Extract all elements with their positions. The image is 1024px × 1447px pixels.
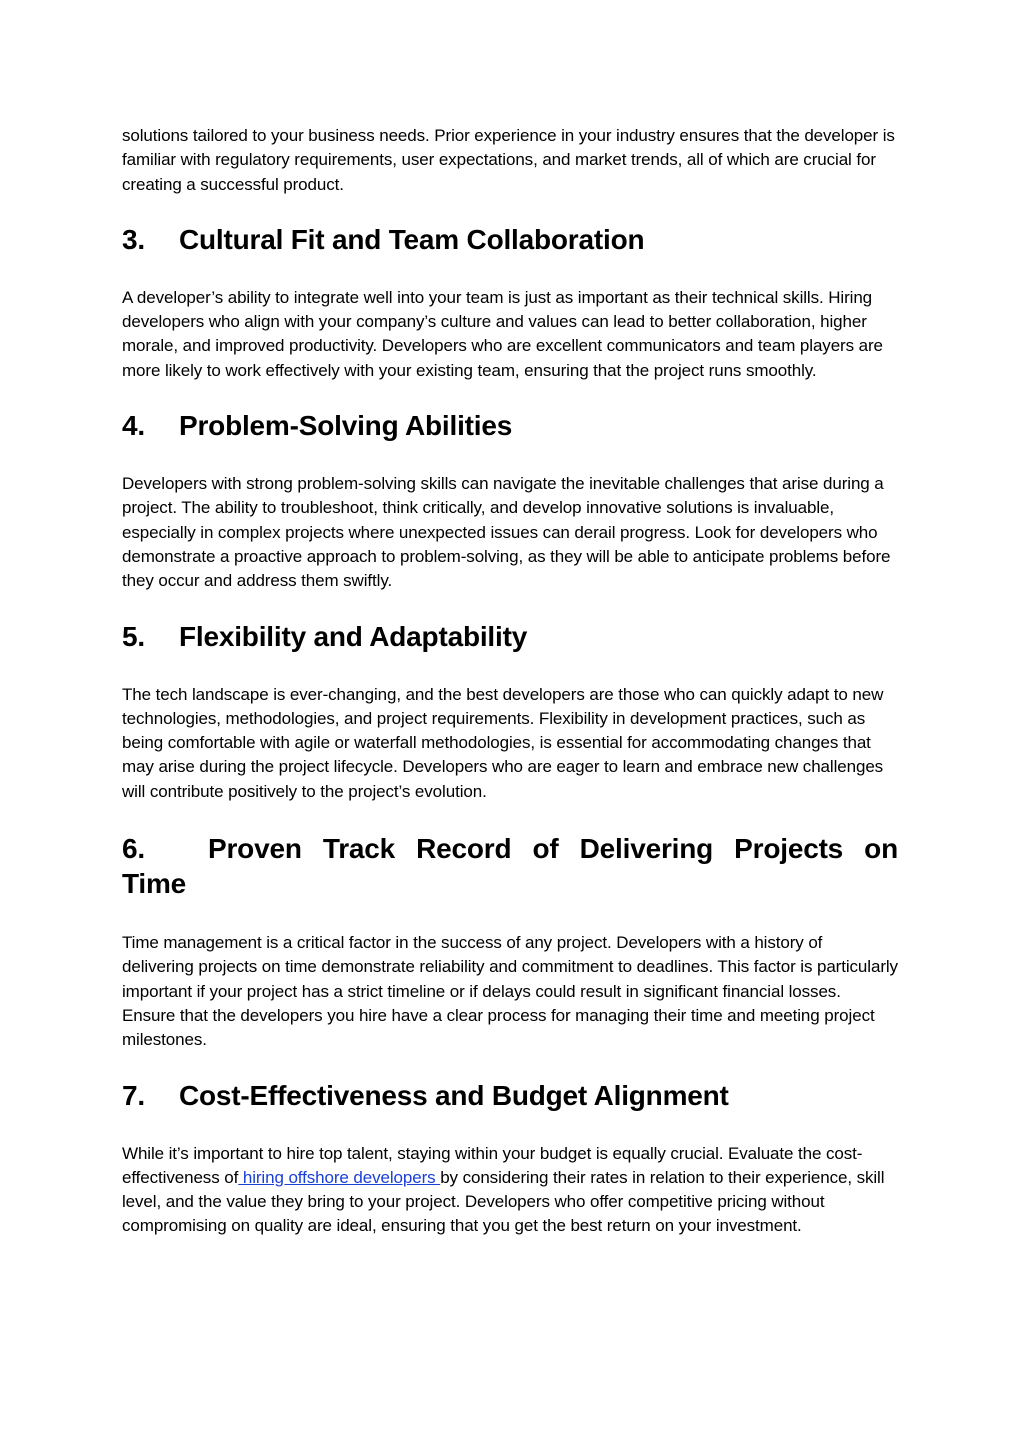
section-7-body-start: While it’s important to hire top talent, staying within your budget is equally crucial. Evaluate the cost-effectiveness of bbox=[122, 1143, 863, 1187]
section-5-heading bbox=[122, 619, 898, 654]
section-4-number: 4. bbox=[122, 410, 145, 442]
section-7-heading bbox=[122, 1078, 898, 1113]
section-7-body-end: by considering their rates in relation to their experience, skill level, and the value they bring to your project. Developers who offer competitive pricing without compromising on quality are ideal, ensuring that you get the best return on your investment. bbox=[122, 1167, 885, 1236]
section-5-title: Flexibility and Adaptability bbox=[179, 620, 528, 652]
section-5-body: The tech landscape is ever-changing, and the best developers are those who can quickly adapt to new technologies, methodologies, and project requirements. Flexibility in development practices, such as being comfortable with agile or waterfall methodologies, is essential for accommodating changes that may arise during the project lifecycle. Developers who are eager to learn and embrace new challenges will contribute positively to the project’s evolution. bbox=[122, 684, 884, 801]
section-3-heading bbox=[122, 222, 898, 257]
section-3-title: Cultural Fit and Team Collaboration bbox=[179, 223, 645, 255]
section-4-title: Problem-Solving Abilities bbox=[179, 410, 513, 442]
hiring-offshore-developers-link[interactable]: hiring offshore developers bbox=[238, 1167, 441, 1187]
section-7-number: 7. bbox=[122, 1079, 145, 1111]
section-6-number: 6. bbox=[122, 833, 145, 865]
section-4-heading bbox=[122, 408, 898, 443]
section-3-body: A developer’s ability to integrate well into your team is just as important as their technical skills. Hiring developers who align with your company’s culture and values can lead to better collaboration, higher morale, and improved productivity. Developers who are excellent communicators and team players are more likely to work effectively with your existing team, ensuring that the project runs smoothly. bbox=[122, 287, 883, 380]
section-5-number: 5. bbox=[122, 620, 145, 652]
section-4-body: Developers with strong problem-solving skills can navigate the inevitable challenges that arise during a project. The ability to troubleshoot, think critically, and develop innovative solutions is invaluable, especially in complex projects where unexpected issues can derail progress. Look for developers who demonstrate a proactive approach to problem-solving, as they will be able to anticipate problems before they occur and address them swiftly. bbox=[122, 474, 891, 591]
section-7-title: Cost-Effectiveness and Budget Alignment bbox=[179, 1079, 729, 1111]
intro-paragraph: solutions tailored to your business needs. Prior experience in your industry ensures that the developer is familiar with regulatory requirements, user expectations, and market trends, all of which are crucial for creating a successful product. bbox=[122, 126, 895, 194]
section-6-title: Proven Track Record of Delivering Projects on Time bbox=[122, 833, 898, 900]
section-7-body bbox=[122, 1142, 898, 1239]
section-3-number: 3. bbox=[122, 223, 145, 255]
section-6-heading bbox=[122, 831, 898, 901]
document-page bbox=[122, 124, 898, 1239]
section-6-body: Time management is a critical factor in the success of any project. Developers with a history of delivering projects on time demonstrate reliability and commitment to deadlines. This factor is particularly important if your project has a strict timeline or if delays could result in significant financial losses. Ensure that the developers you hire have a clear process for managing their time and meeting project milestones. bbox=[122, 933, 898, 1050]
